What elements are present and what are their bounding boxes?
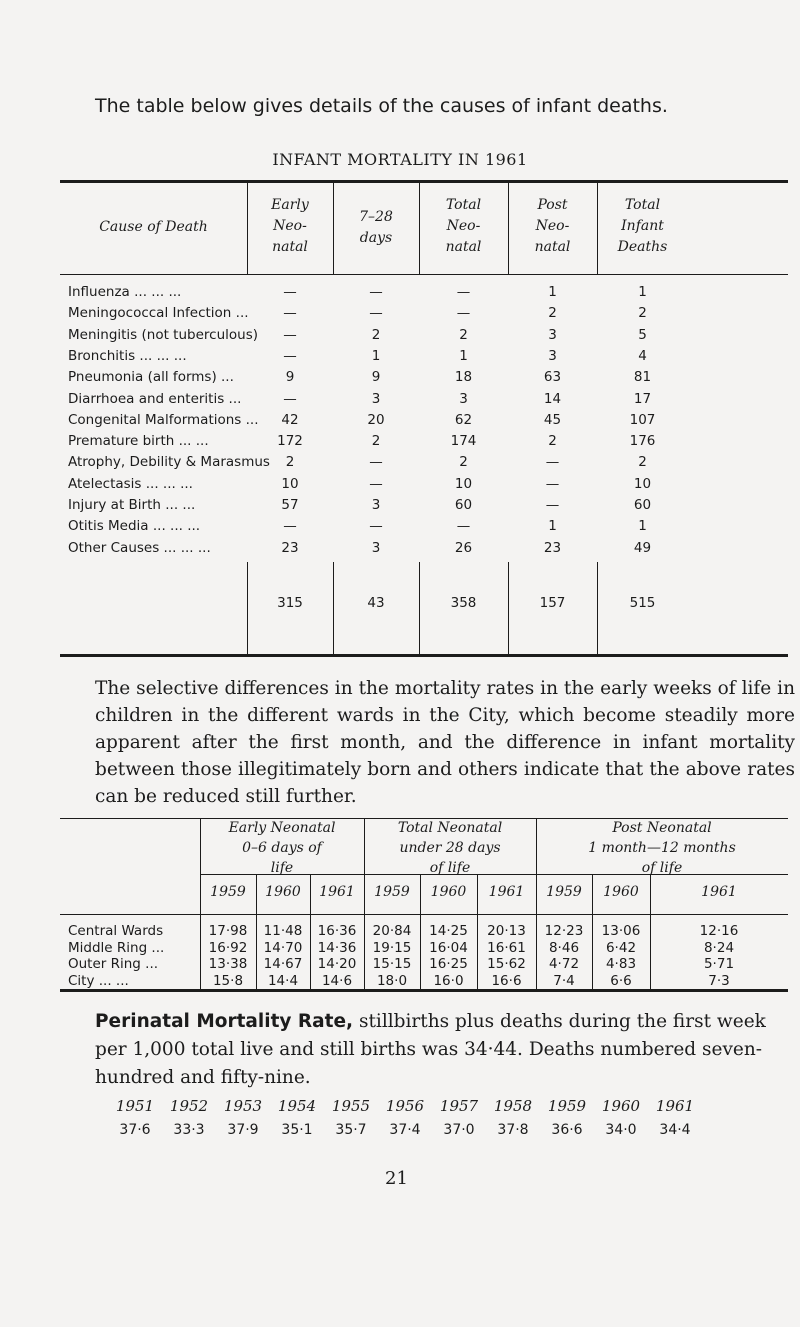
perinatal-year: 1956: [385, 1097, 425, 1115]
value-cell: —: [369, 305, 383, 322]
infant-mortality-table: [60, 180, 788, 657]
rate-cell: 12·16: [699, 923, 739, 939]
perinatal-year: 1958: [493, 1097, 533, 1115]
area-cell: Outer Ring ...: [68, 956, 159, 972]
area-cell: City ... ...: [68, 972, 129, 989]
value-cell: 26: [454, 539, 473, 556]
value-cell: —: [545, 454, 560, 471]
value-cell: 2: [371, 326, 381, 343]
perinatal-rate: 35·7: [335, 1122, 367, 1138]
cause-cell: Otitis Media ... ... ...: [68, 518, 201, 535]
value-cell: 18: [454, 369, 473, 386]
table-row: [60, 454, 788, 475]
rate-cell: 7·3: [708, 972, 730, 989]
year-header: 1959: [546, 884, 582, 900]
table-row: [60, 284, 788, 305]
ward-rates-table: [60, 818, 788, 992]
header-early-neonatal: Early Neo- natal: [271, 197, 309, 255]
cause-cell: Other Causes ... ... ...: [68, 539, 211, 556]
header-total-neonatal: Total Neo- natal: [445, 197, 482, 255]
value-cell: 60: [454, 497, 473, 513]
value-cell: 176: [629, 433, 656, 450]
value-cell: —: [283, 284, 297, 300]
value-cell: 63: [543, 369, 562, 386]
perinatal-rate: 34·4: [659, 1122, 691, 1138]
rate-cell: 16·0: [433, 972, 464, 989]
perinatal-year: 1955: [331, 1097, 371, 1115]
value-cell: 5: [638, 326, 647, 343]
value-cell: —: [456, 284, 471, 300]
rate-cell: 16·61: [487, 939, 526, 956]
totals-row: 315 43 358 157 515: [277, 595, 656, 611]
rate-cell: 15·8: [212, 972, 244, 989]
cause-cell: Atrophy, Debility & Marasmus: [68, 454, 270, 471]
value-cell: —: [456, 518, 471, 535]
table-row: [60, 540, 788, 561]
perinatal-year: 1960: [601, 1097, 641, 1115]
rate-cell: 12·23: [544, 923, 584, 939]
intro-text: The table below gives details of the causes of infant deaths.: [95, 95, 668, 117]
header-7-28-days: 7–28 days: [359, 209, 393, 246]
year-header: 1960: [265, 884, 301, 900]
value-cell: 60: [633, 497, 652, 513]
group-total-neonatal: Total Neonatal under 28 days of life: [397, 820, 503, 876]
value-cell: 174: [450, 433, 477, 450]
rate-cell: 18·0: [376, 972, 408, 989]
rate-cell: 8·24: [703, 939, 735, 956]
table-row: [60, 369, 788, 390]
value-cell: 1: [459, 347, 468, 364]
rate-cell: 14·25: [429, 923, 468, 939]
area-cell: Central Wards: [68, 923, 164, 939]
perinatal-year: 1954: [277, 1097, 317, 1115]
rate-cell: 16·04: [429, 939, 468, 956]
rate-cell: 7·4: [553, 972, 575, 989]
cause-cell: Pneumonia (all forms) ...: [68, 369, 234, 386]
perinatal-body: stillbirths plus deaths during the first week per 1,000 total live and still births was 34·44. Deaths numbered seven-hundred and fifty-nine.: [95, 1011, 766, 1088]
rate-cell: 11·48: [263, 923, 303, 939]
value-cell: 9: [285, 369, 295, 386]
rate-cell: 13·06: [601, 923, 641, 939]
rate-cell: 16·92: [208, 939, 248, 956]
perinatal-rate: 37·4: [389, 1122, 421, 1138]
cause-cell: Premature birth ... ...: [68, 433, 209, 450]
value-cell: 3: [548, 347, 557, 364]
table-row: [60, 497, 788, 518]
value-cell: 1: [548, 518, 557, 535]
value-cell: 10: [633, 475, 652, 492]
value-cell: 107: [629, 411, 656, 428]
table-row: [60, 391, 788, 412]
rate-cell: 15·15: [372, 956, 412, 972]
value-cell: 10: [281, 475, 299, 492]
value-cell: —: [283, 326, 297, 343]
year-header: 1960: [603, 884, 639, 900]
value-cell: 2: [459, 454, 468, 471]
table-row: [60, 327, 788, 348]
value-cell: 4: [638, 347, 647, 364]
value-cell: 2: [638, 305, 647, 322]
mortality-paragraph: The selective differences in the mortality rates in the early weeks of life in children in the different wards in the City, which become steadily more apparent after the first month, and the difference in infant mortality between those illegitimately born and others indicate that the above rates can be reduced still further.: [95, 678, 795, 807]
rate-cell: 6·6: [610, 972, 632, 989]
perinatal-year: 1953: [223, 1097, 263, 1115]
value-cell: 172: [277, 433, 303, 450]
rate-cell: 13·38: [208, 956, 248, 972]
value-cell: 49: [633, 539, 652, 556]
value-cell: 2: [285, 454, 295, 471]
value-cell: —: [456, 305, 471, 322]
cause-cell: Diarrhoea and enteritis ...: [68, 390, 242, 407]
rate-cell: 8·46: [548, 939, 580, 956]
value-cell: 1: [638, 518, 647, 535]
group-post-neonatal: Post Neonatal 1 month—12 months of life: [588, 820, 736, 876]
value-cell: 17: [633, 390, 652, 407]
value-cell: 62: [454, 411, 473, 428]
table-row: [60, 305, 788, 326]
value-cell: 3: [548, 326, 557, 343]
table1-title: INFANT MORTALITY IN 1961: [272, 150, 528, 169]
value-cell: 2: [371, 433, 381, 450]
value-cell: 3: [371, 390, 381, 407]
table-row: [60, 412, 788, 433]
value-cell: —: [369, 518, 383, 535]
value-cell: 42: [281, 411, 299, 428]
table-row: [60, 348, 788, 369]
rate-cell: 16·36: [317, 923, 357, 939]
value-cell: 1: [638, 284, 647, 300]
value-cell: 9: [371, 369, 381, 386]
value-cell: 2: [548, 433, 557, 450]
perinatal-rate: 33·3: [173, 1122, 205, 1138]
perinatal-heading: Perinatal Mortality Rate,: [95, 1011, 354, 1032]
rate-cell: 20·13: [487, 923, 526, 939]
table-row: [60, 433, 788, 454]
value-cell: 10: [454, 475, 473, 492]
value-cell: 3: [371, 497, 381, 513]
rate-cell: 14·20: [317, 956, 357, 972]
perinatal-rate: 34·0: [605, 1122, 637, 1138]
table-row: [60, 973, 788, 995]
rate-cell: 14·36: [317, 939, 357, 956]
perinatal-rate: 37·0: [443, 1122, 475, 1138]
value-cell: 3: [371, 539, 381, 556]
value-cell: —: [369, 454, 383, 471]
year-header: 1961: [488, 884, 525, 900]
value-cell: —: [369, 284, 383, 300]
perinatal-year: 1961: [655, 1097, 695, 1115]
rate-cell: 15·62: [487, 956, 526, 972]
area-cell: Middle Ring ...: [68, 939, 165, 956]
value-cell: 57: [281, 497, 299, 513]
cause-cell: Congenital Malformations ...: [68, 411, 259, 428]
cause-cell: Bronchitis ... ... ...: [68, 347, 187, 364]
header-total-infant-deaths: Total Infant Deaths: [617, 197, 668, 255]
year-header: 1961: [319, 884, 355, 900]
rate-cell: 4·72: [548, 956, 580, 972]
perinatal-text: [95, 1008, 795, 1092]
value-cell: —: [369, 475, 383, 492]
perinatal-rate: 36·6: [551, 1122, 583, 1138]
cause-cell: Influenza ... ... ...: [68, 284, 182, 300]
perinatal-rate: 37·8: [497, 1122, 529, 1138]
value-cell: 23: [543, 539, 562, 556]
rate-cell: 16·6: [491, 972, 522, 989]
perinatal-year: 1951: [115, 1097, 155, 1115]
value-cell: 1: [548, 284, 557, 300]
year-header: 1959: [210, 884, 246, 900]
rate-cell: 14·4: [267, 972, 299, 989]
value-cell: 20: [367, 411, 385, 428]
year-header: 1959: [374, 884, 410, 900]
rate-cell: 14·70: [263, 939, 303, 956]
rate-cell: 19·15: [372, 939, 412, 956]
year-header: 1961: [701, 884, 737, 900]
rate-cell: 20·84: [372, 923, 412, 939]
value-cell: 2: [459, 326, 468, 343]
cause-cell: Atelectasis ... ... ...: [68, 475, 193, 492]
header-cause: Cause of Death: [99, 219, 208, 235]
value-cell: 1: [371, 347, 381, 364]
year-header: 1960: [430, 884, 467, 900]
header-post-neonatal: Post Neo- natal: [534, 197, 571, 255]
group-early-neonatal: Early Neonatal 0–6 days of life: [228, 820, 336, 876]
value-cell: —: [545, 497, 560, 513]
perinatal-rate: 35·1: [281, 1122, 313, 1138]
value-cell: —: [283, 305, 297, 322]
perinatal-rate: 37·6: [119, 1122, 151, 1138]
table-row: [60, 476, 788, 497]
value-cell: 45: [543, 411, 562, 428]
perinatal-year: 1952: [169, 1097, 209, 1115]
value-cell: —: [283, 390, 297, 407]
rate-cell: 14·67: [263, 956, 303, 972]
value-cell: —: [283, 518, 297, 535]
value-cell: —: [283, 347, 297, 364]
page-number: 21: [385, 1168, 408, 1189]
value-cell: —: [545, 475, 560, 492]
perinatal-year: 1959: [547, 1097, 587, 1115]
value-cell: 2: [638, 454, 647, 471]
cause-cell: Meningococcal Infection ...: [68, 305, 249, 322]
rate-cell: 4·83: [605, 956, 637, 972]
perinatal-year: 1957: [439, 1097, 479, 1115]
rate-cell: 5·71: [703, 956, 735, 972]
rate-cell: 16·25: [429, 956, 468, 972]
rate-cell: 17·98: [208, 923, 248, 939]
table-row: [60, 518, 788, 539]
value-cell: 14: [543, 390, 562, 407]
value-cell: 81: [633, 369, 652, 386]
cause-cell: Injury at Birth ... ...: [68, 497, 196, 513]
value-cell: 3: [459, 390, 468, 407]
rate-cell: 6·42: [605, 939, 637, 956]
value-cell: 2: [548, 305, 557, 322]
cause-cell: Meningitis (not tuberculous): [68, 326, 258, 343]
perinatal-rate: 37·9: [227, 1122, 259, 1138]
value-cell: 23: [281, 539, 299, 556]
rate-cell: 14·6: [321, 972, 353, 989]
